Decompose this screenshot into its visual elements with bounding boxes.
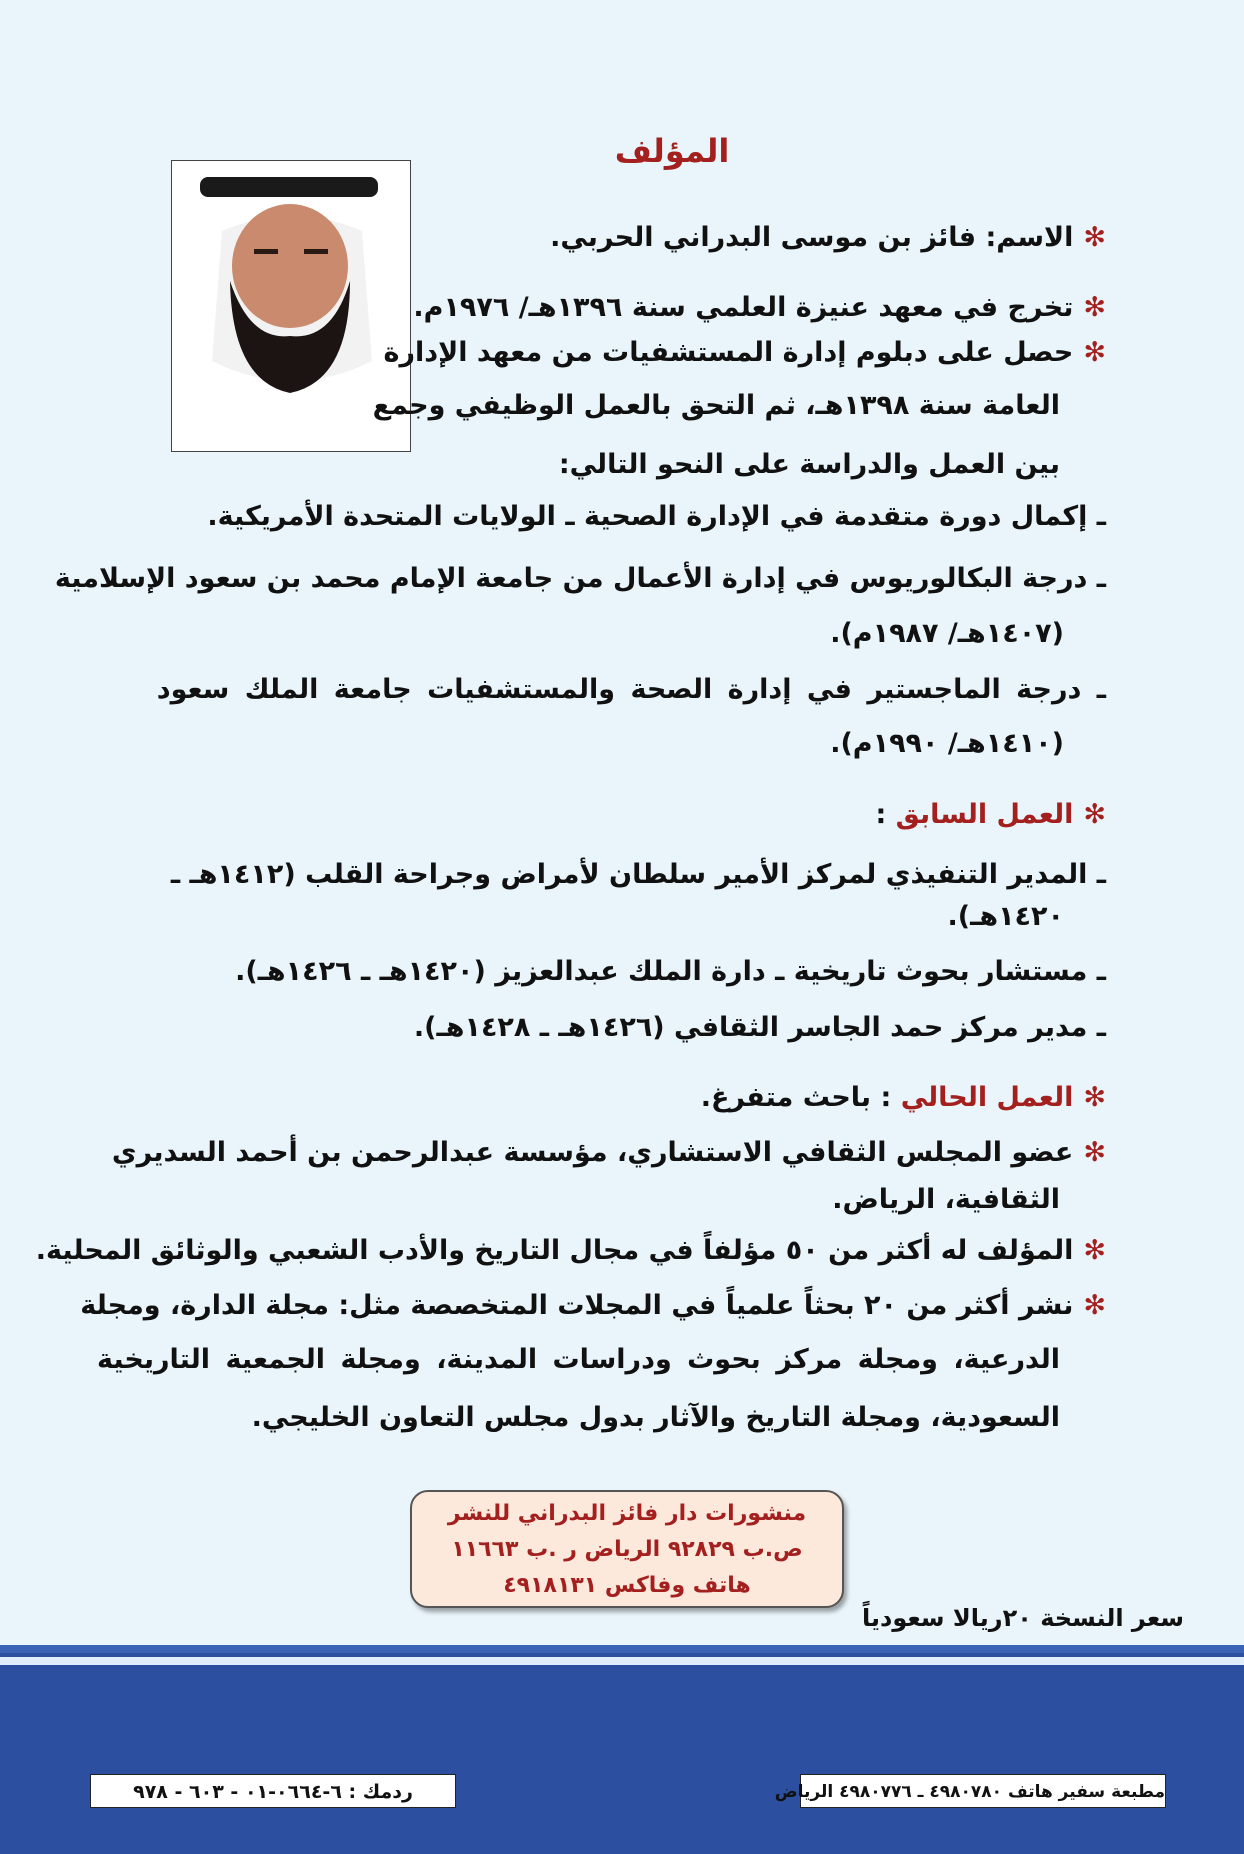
asterisk-icon: ✻ bbox=[1083, 799, 1106, 830]
education-bachelor: ـ درجة البكالوريوس في إدارة الأعمال من جامعة الإمام محمد بن سعود الإسلامية bbox=[54, 563, 1106, 594]
previous-job-1: ـ المدير التنفيذي لمركز الأمير سلطان لأمراض وجراحة القلب (١٤١٢هـ ـ bbox=[170, 859, 1106, 890]
education-course: ـ إكمال دورة متقدمة في الإدارة الصحية ـ الولايات المتحدة الأمريكية. bbox=[207, 501, 1106, 532]
divider bbox=[0, 1645, 1244, 1653]
colon: : bbox=[875, 799, 887, 830]
education-master: ـ درجة الماجستير في إدارة الصحة والمستشفيات جامعة الملك سعود bbox=[156, 674, 1106, 705]
papers-line-2: الدرعية، ومجلة مركز بحوث ودراسات المدينة، ومجلة الجمعية التاريخية bbox=[96, 1344, 1060, 1375]
previous-work-label: العمل السابق bbox=[895, 799, 1074, 830]
printer-box: مطبعة سفير هاتف ٤٩٨٠٧٨٠ ـ ٤٩٨٠٧٧٦ الرياض bbox=[800, 1774, 1166, 1808]
bullet-graduation bbox=[413, 288, 1106, 328]
papers-text: نشر أكثر من ٢٠ بحثاً علمياً في المجلات المتخصصة مثل: مجلة الدارة، ومجلة bbox=[80, 1290, 1074, 1321]
price: سعر النسخة ٢٠ريالا سعودياً bbox=[861, 1604, 1184, 1632]
diploma-line-2: العامة سنة ١٣٩٨هـ، ثم التحق بالعمل الوظيفي وجمع bbox=[372, 390, 1060, 421]
asterisk-icon: ✻ bbox=[1083, 337, 1106, 368]
publisher-phone: هاتف وفاكس ٤٩١٨١٣١ bbox=[503, 1573, 751, 1598]
name-text: الاسم: فائز بن موسى البدراني الحربي. bbox=[550, 222, 1074, 253]
asterisk-icon: ✻ bbox=[1083, 222, 1106, 253]
asterisk-icon: ✻ bbox=[1083, 1290, 1106, 1321]
divider bbox=[0, 1657, 1244, 1665]
bullet-books bbox=[36, 1231, 1106, 1271]
asterisk-icon: ✻ bbox=[1083, 1082, 1106, 1113]
footer-band bbox=[0, 1645, 1244, 1854]
education-master-date: (١٤١٠هـ/ ١٩٩٠م). bbox=[830, 728, 1064, 759]
bullet-diploma bbox=[384, 333, 1106, 373]
asterisk-icon: ✻ bbox=[1083, 292, 1106, 323]
education-bachelor-date: (١٤٠٧هـ/ ١٩٨٧م). bbox=[830, 618, 1064, 649]
asterisk-icon: ✻ bbox=[1083, 1137, 1106, 1168]
publisher-box bbox=[410, 1490, 844, 1608]
member-line-2: الثقافية، الرياض. bbox=[832, 1184, 1060, 1215]
bullet-name bbox=[550, 218, 1106, 258]
previous-job-3: ـ مدير مركز حمد الجاسر الثقافي (١٤٢٦هـ ـ ١٤٢٨هـ). bbox=[413, 1012, 1106, 1043]
bullet-papers bbox=[80, 1286, 1106, 1326]
diploma-text: حصل على دبلوم إدارة المستشفيات من معهد الإدارة bbox=[383, 337, 1074, 368]
section-title: المؤلف bbox=[614, 132, 730, 170]
current-work-value: : باحث متفرغ. bbox=[700, 1082, 892, 1113]
graduation-text: تخرج في معهد عنيزة العلمي سنة ١٣٩٦هـ/ ١٩٧٦م. bbox=[413, 292, 1074, 323]
previous-job-1-end: ١٤٢٠هـ). bbox=[947, 901, 1064, 932]
asterisk-icon: ✻ bbox=[1083, 1235, 1106, 1266]
member-text: عضو المجلس الثقافي الاستشاري، مؤسسة عبدالرحمن بن أحمد السديري bbox=[111, 1137, 1074, 1168]
books-text: المؤلف له أكثر من ٥٠ مؤلفاً في مجال التاريخ والأدب الشعبي والوثائق المحلية. bbox=[35, 1235, 1074, 1266]
current-work-label: العمل الحالي bbox=[900, 1082, 1074, 1113]
bullet-member bbox=[112, 1133, 1106, 1173]
diploma-line-3: بين العمل والدراسة على النحو التالي: bbox=[558, 449, 1060, 480]
current-work bbox=[701, 1078, 1106, 1118]
papers-line-3: السعودية، ومجلة التاريخ والآثار بدول مجلس التعاون الخليجي. bbox=[251, 1402, 1060, 1433]
publisher-address: ص.ب ٩٢٨٢٩ الرياض ر .ب ١١٦٦٣ bbox=[451, 1537, 803, 1562]
previous-work-heading bbox=[875, 795, 1106, 835]
publisher-name: منشورات دار فائز البدراني للنشر bbox=[447, 1501, 807, 1526]
isbn-box: ردمك : ٦-٠٦٦٤-٠١ - ٦٠٣ - ٩٧٨ bbox=[90, 1774, 456, 1808]
previous-job-2: ـ مستشار بحوث تاريخية ـ دارة الملك عبدالعزيز (١٤٢٠هـ ـ ١٤٢٦هـ). bbox=[235, 956, 1106, 987]
